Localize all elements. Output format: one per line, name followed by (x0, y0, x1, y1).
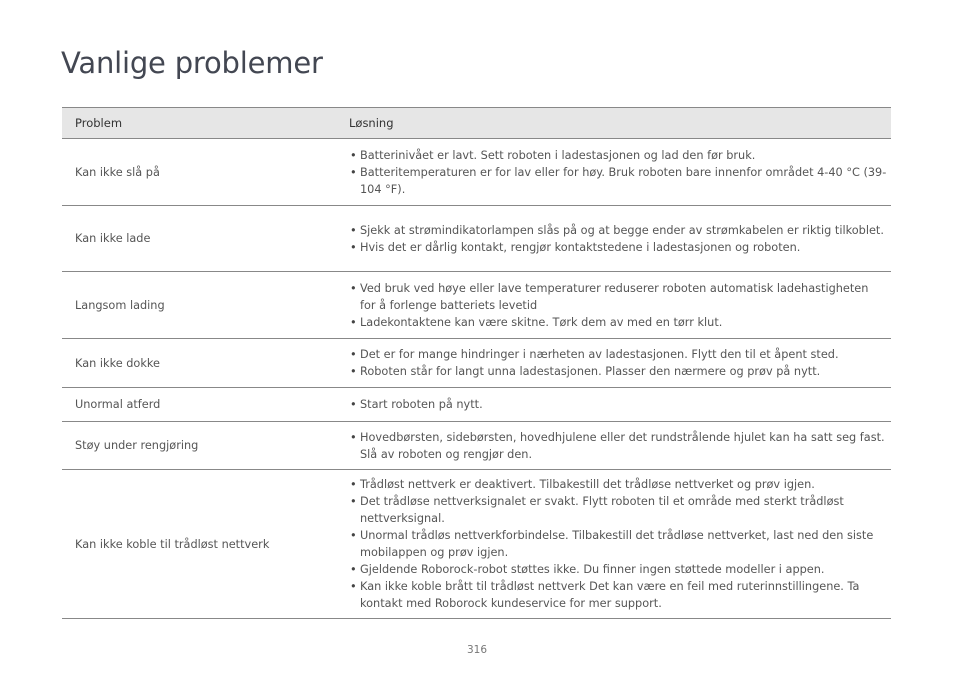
solution-cell (336, 388, 891, 422)
solution-item: • Sjekk at strømindikatorlampen slås på og at begge ender av strømkabelen er riktig tilkoblet. (350, 222, 887, 239)
solution-cell (336, 206, 891, 272)
solution-item: • Start roboten på nytt. (350, 396, 887, 413)
problem-cell: Langsom lading (62, 272, 336, 339)
solution-list (350, 222, 887, 256)
page-title: Vanlige problemer (61, 46, 323, 80)
solution-cell (336, 272, 891, 339)
solution-list (350, 280, 887, 331)
problem-cell: Unormal atferd (62, 388, 336, 422)
solution-list (350, 429, 887, 463)
solution-item: • Ved bruk ved høye eller lave temperaturer reduserer roboten automatisk ladehastigheten for å forlenge batteriets levetid (350, 280, 887, 314)
solution-item: • Batteritemperaturen er for lav eller for høy. Bruk roboten bare innenfor området 4-40 °C (39-104 °F). (350, 164, 887, 198)
table-row (62, 339, 891, 388)
solution-item: • Ladekontaktene kan være skitne. Tørk dem av med en tørr klut. (350, 314, 887, 331)
solution-cell (336, 339, 891, 388)
solution-item: • Trådløst nettverk er deaktivert. Tilbakestill det trådløse nettverket og prøv igjen. (350, 476, 887, 493)
table-row (62, 470, 891, 619)
table-row (62, 422, 891, 470)
solution-item: • Hvis det er dårlig kontakt, rengjør kontaktstedene i ladestasjonen og roboten. (350, 239, 887, 256)
solution-item: • Gjeldende Roborock-robot støttes ikke. Du finner ingen støttede modeller i appen. (350, 561, 887, 578)
problem-cell: Kan ikke lade (62, 206, 336, 272)
solution-list (350, 147, 887, 198)
page-number: 316 (466, 644, 488, 656)
table-row (62, 206, 891, 272)
table-header-row (62, 108, 891, 139)
solution-item: • Batterinivået er lavt. Sett roboten i ladestasjonen og lad den før bruk. (350, 147, 887, 164)
solution-item: • Hovedbørsten, sidebørsten, hovedhjulene eller det rundstrålende hjulet kan ha satt seg fast. Slå av roboten og rengjør den. (350, 429, 887, 463)
solution-item: • Det er for mange hindringer i nærheten av ladestasjonen. Flytt den til et åpent sted. (350, 346, 887, 363)
solution-cell (336, 422, 891, 470)
solution-cell (336, 470, 891, 619)
column-header-problem: Problem (62, 108, 336, 139)
problem-cell: Kan ikke slå på (62, 139, 336, 206)
solution-item: • Det trådløse nettverksignalet er svakt. Flytt roboten til et område med sterkt trådløst nettverksignal. (350, 493, 887, 527)
table-row (62, 272, 891, 339)
table-row (62, 388, 891, 422)
column-header-solution: Løsning (336, 108, 891, 139)
problem-cell: Kan ikke dokke (62, 339, 336, 388)
problem-cell: Kan ikke koble til trådløst nettverk (62, 470, 336, 619)
troubleshooting-table (62, 107, 891, 619)
solution-list (350, 346, 887, 380)
solution-list (350, 396, 887, 413)
solution-item: • Kan ikke koble brått til trådløst nettverk Det kan være en feil med ruterinnstillingene. Ta kontakt med Roborock kundeservice for mer support. (350, 578, 887, 612)
table-row (62, 139, 891, 206)
solution-list (350, 476, 887, 612)
solution-cell (336, 139, 891, 206)
solution-item: • Roboten står for langt unna ladestasjonen. Plasser den nærmere og prøv på nytt. (350, 363, 887, 380)
problem-cell: Støy under rengjøring (62, 422, 336, 470)
solution-item: • Unormal trådløs nettverkforbindelse. Tilbakestill det trådløse nettverket, last ned den siste mobilappen og prøv igjen. (350, 527, 887, 561)
